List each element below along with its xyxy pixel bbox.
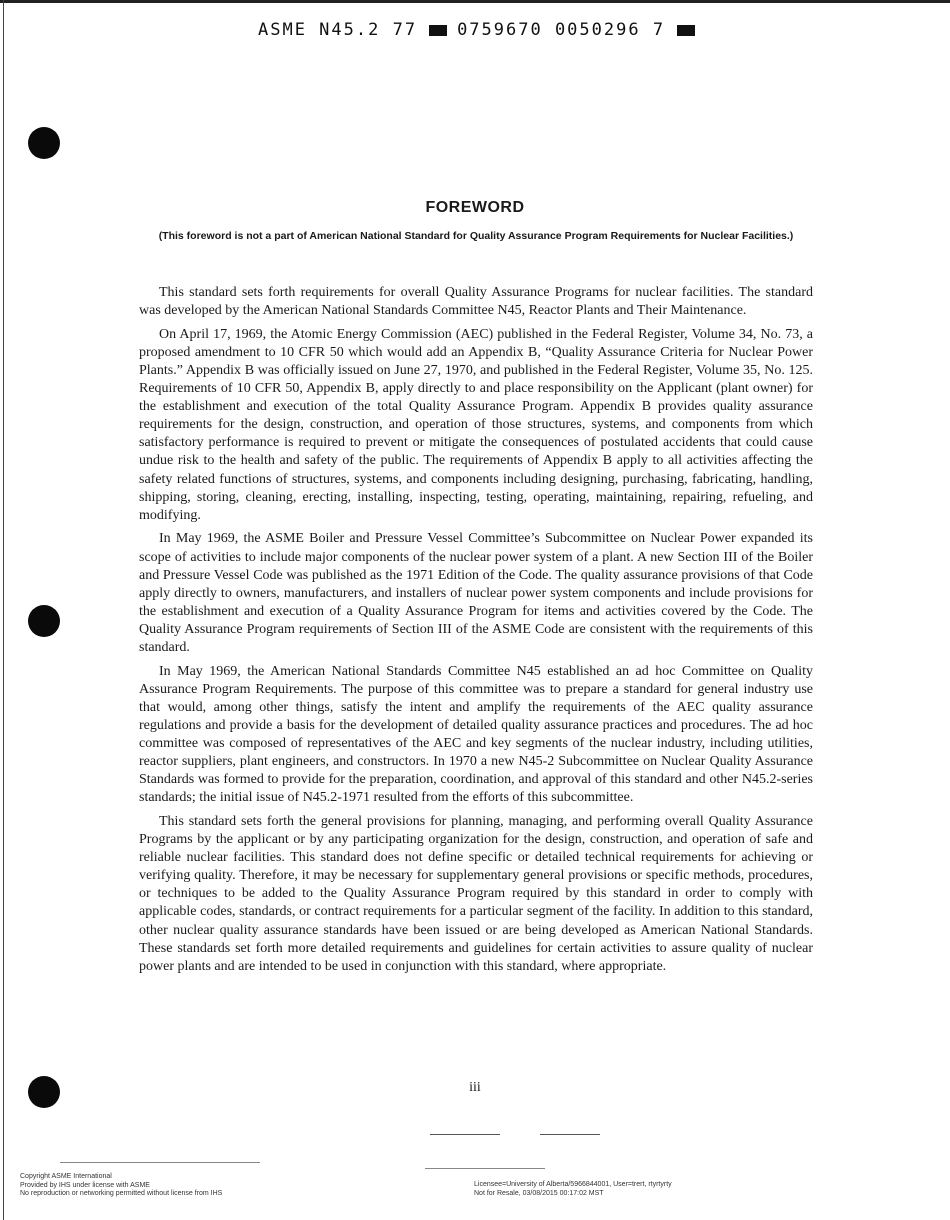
binder-hole bbox=[28, 127, 60, 159]
license-footer bbox=[474, 1181, 672, 1198]
header-block-mark bbox=[429, 25, 447, 36]
body-paragraph: This standard sets forth the general provisions for planning, managing, and performing overall Quality Assurance Programs by the applicant or by any participating organization for the design, construction, and operation of safe and reliable nuclear facilities. This standard does not define specific or detailed technical requirements for achieving or verifying quality. Therefore, it may be necessary for supplementary general provisions or specific methods, procedures, or techniques to be added to the Quality Assurance Program required by this standard in order to comply with applicable codes, standards, or contract requirements for a particular segment of the facility. In addition to this standard, other nuclear quality assurance standards have been issued or are being developed as American National Standards. These standards set forth more detailed requirements and guidelines for certain activities to assure quality of nuclear power plants and are intended to be used in conjunction with this standard, where appropriate. bbox=[139, 814, 813, 974]
header-block-mark bbox=[677, 25, 695, 36]
copyright-footer bbox=[20, 1173, 222, 1199]
foreword-note: (This foreword is not a part of American National Standard for Quality Assurance Program Requirements for Nuclear Facilities.) bbox=[158, 230, 794, 242]
page-title: FOREWORD bbox=[425, 199, 525, 216]
scan-artifact bbox=[430, 1134, 500, 1135]
body-paragraph: On April 17, 1969, the Atomic Energy Commission (AEC) published in the Federal Register, Volume 34, No. 73, a proposed amendment to 10 CFR 50 which would add an Appendix B, “Quality Assurance Criteria for Nuclear Power Plants.” Appendix B was officially issued on June 27, 1970, and published in the Federal Register, Volume 35, No. 125. Requirements of 10 CFR 50, Appendix B, apply directly to and place responsibility on the Applicant (plant owner) for the establishment and execution of the total Quality Assurance Program. Appendix B provides quality assurance requirements for the design, construction, and operation of those structures, systems, and components from which satisfactory performance is required to prevent or mitigate the consequences of postulated accidents that could cause undue risk to the health and safety of the public. The requirements of Appendix B apply to all activities affecting the safety related functions of structures, systems, and components including designing, purchasing, fabricating, handling, shipping, storing, cleaning, erecting, installing, inspecting, testing, operating, maintaining, repairing, refueling, and modifying. bbox=[139, 326, 813, 523]
footer-line: Copyright ASME International bbox=[20, 1173, 112, 1180]
body-paragraph: In May 1969, the American National Standards Committee N45 established an ad hoc Committee on Quality Assurance Program Requirements. The purpose of this committee was to prepare a standard for general industry use that would, among other things, satisfy the intent and amplify the requirements of the AEC quality assurance regulations and provide a basis for the development of detailed quality assurance practices and procedures. The ad hoc committee was composed of representatives of the AEC and key segments of the nuclear industry, including utilities, reactor suppliers, plant engineers, and constructors. In 1970 a new N45-2 Subcommittee on Nuclear Quality Assurance Standards was formed to provide for the preparation, coordination, and approval of this standard and other N45.2-series standards; the initial issue of N45.2-1971 resulted from the efforts of this subcommittee. bbox=[139, 663, 813, 806]
footer-line: Provided by IHS under license with ASME bbox=[20, 1181, 150, 1189]
header-suffix: 7 bbox=[652, 20, 666, 40]
scan-artifact bbox=[425, 1168, 545, 1169]
header-catalog-number: 0759670 0050296 bbox=[457, 20, 641, 40]
footer-line: Not for Resale, 03/08/2015 00:17:02 MST bbox=[474, 1189, 604, 1197]
body-paragraph: This standard sets forth requirements for overall Quality Assurance Programs for nuclear facilities. The standard was developed by the American National Standards Committee N45, Reactor Plants and Their Maintenance. bbox=[139, 285, 813, 319]
body-paragraph: In May 1969, the ASME Boiler and Pressure Vessel Committee’s Subcommittee on Nuclear Power expanded its scope of activities to include major components of the nuclear power system of a plant. A new Section III of the Boiler and Pressure Vessel Code was published as the 1971 Edition of the Code. The quality assurance provisions of that Code apply directly to owners, manufacturers, and installers of nuclear power system components and include provisions for the establishment and execution of a Quality Assurance Program for items and activities covered by the Code. The Quality Assurance Program requirements of Section III of the ASME Code are consistent with the requirements of this standard. bbox=[139, 531, 813, 655]
page-left-edge bbox=[3, 0, 4, 1220]
footer-line: Licensee=University of Alberta/5966844001, User=trert, rtyrtyrty bbox=[474, 1181, 672, 1188]
document-id-header bbox=[258, 20, 705, 40]
header-standard-id: ASME N45.2 77 bbox=[258, 20, 418, 40]
scan-artifact bbox=[540, 1134, 600, 1135]
binder-hole bbox=[28, 605, 60, 637]
foreword-body bbox=[139, 284, 813, 981]
page-number: iii bbox=[469, 1080, 481, 1095]
page-top-edge bbox=[0, 0, 950, 3]
footer-line: No reproduction or networking permitted without license from IHS bbox=[20, 1190, 223, 1197]
scan-artifact bbox=[60, 1162, 260, 1163]
